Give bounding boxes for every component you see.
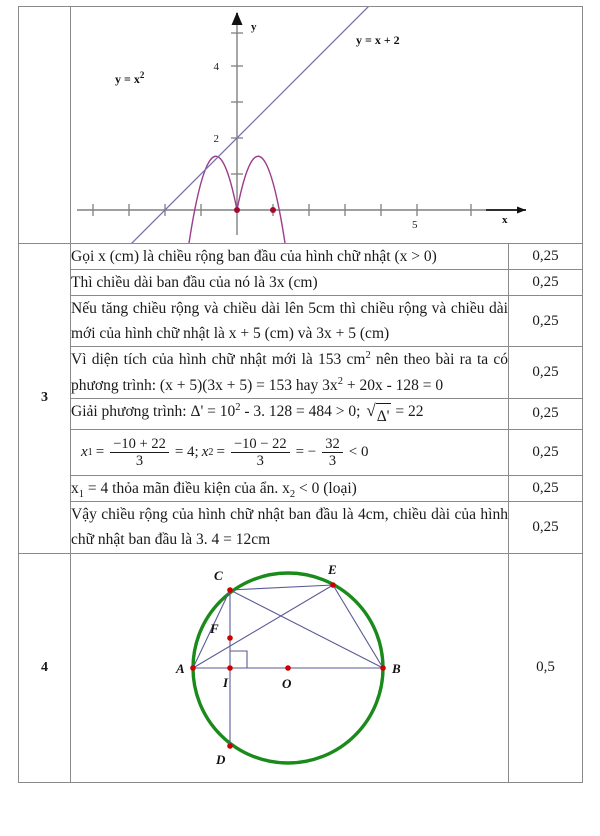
answer-7-part1: x xyxy=(71,480,79,498)
point-E xyxy=(330,582,336,588)
geometry-cell xyxy=(71,553,509,782)
label-F: F xyxy=(209,620,219,636)
circle-geometry-figure xyxy=(71,554,508,782)
answer-4-part3: + 20x - 128 = 0 xyxy=(342,376,444,394)
answer-text-4 xyxy=(71,347,509,398)
fraction-1-denominator: 3 xyxy=(135,453,144,469)
question-number-4: 4 xyxy=(19,553,71,782)
answer-text-5 xyxy=(71,398,509,429)
answer-text-2: Thì chiều dài ban đầu của nó là 3x (cm) xyxy=(71,270,509,296)
point-D xyxy=(227,743,233,749)
answer-7-part2: = 4 thỏa mãn điều kiện của ẩn. x xyxy=(84,480,290,498)
equals-1: = xyxy=(95,444,105,460)
point-B xyxy=(380,665,386,671)
parabola-label: $y = x^2$ xyxy=(115,70,145,86)
score-4: 0,25 xyxy=(509,347,583,398)
equals-4: = − xyxy=(295,444,317,460)
segment-CE xyxy=(230,585,333,590)
y-axis-label: y xyxy=(251,21,257,33)
answer-4-part2: nên theo bài ra ta có phương trình: (x + 5)(3x + 5) = 153 hay 3x xyxy=(71,351,508,394)
point-F xyxy=(227,635,233,641)
label-D: D xyxy=(215,751,225,767)
x1-var: x xyxy=(81,444,88,460)
equals-2: = 4; xyxy=(174,444,199,460)
answer-5-part3: = 22 xyxy=(391,402,424,420)
point-C xyxy=(227,587,233,593)
fraction-3-denominator: 3 xyxy=(328,453,337,469)
answer-7-sub1: 1 xyxy=(78,489,85,501)
table-row-8 xyxy=(19,502,583,553)
score-8: 0,25 xyxy=(509,502,583,553)
point-O xyxy=(285,665,291,671)
answer-text-8: Vậy chiều rộng của hình chữ nhật ban đầu là 4cm, chiều dài của hình chữ nhật ban đầu là 3. 4 = 12cm xyxy=(71,502,509,553)
table-row-6-formula xyxy=(19,429,583,475)
table-row-7 xyxy=(19,476,583,502)
fraction-3-numerator: 32 xyxy=(325,435,340,452)
score-7: 0,25 xyxy=(509,476,583,502)
label-I: I xyxy=(222,674,228,690)
radical-sign: √ xyxy=(366,400,376,420)
y-tick-label-4: 4 xyxy=(213,61,219,73)
score-question-4: 0,5 xyxy=(509,553,583,782)
answer-4-sup1: 2 xyxy=(365,350,371,362)
label-C: C xyxy=(213,567,223,583)
label-A: A xyxy=(175,660,185,676)
answer-7-sub2: 2 xyxy=(289,489,296,501)
y-tick-label-2: 2 xyxy=(213,133,219,145)
radicand: Δ' xyxy=(376,403,392,429)
function-graph xyxy=(71,7,582,243)
quadratic-roots-formula: x 1 = $\frac{-10 + 22}{3}$ = 4; x 2 = $\frac{-10 - 22}{3}$ = − $\frac{32}{3}$ < 0 xyxy=(81,435,369,469)
answer-4-part1: Vì diện tích của hình chữ nhật mới là 153 cm xyxy=(71,351,366,369)
score-6: 0,25 xyxy=(509,429,583,475)
fraction-2-denominator: 3 xyxy=(256,453,264,469)
table-row-geometry xyxy=(19,553,583,782)
answer-7-part3: < 0 (loại) xyxy=(295,480,357,498)
question-number-3: 3 xyxy=(19,244,71,554)
line-label: y = x + 2 xyxy=(356,33,400,47)
x2-var: x xyxy=(201,444,209,460)
answer-text-3: Nếu tăng chiều rộng và chiều dài lên 5cm thì chiều rộng và chiều dài mới của hình chữ nhật là x + 5 (cm) và 3x + 5 (cm) xyxy=(71,296,509,347)
answer-text-1: Gọi x (cm) là chiều rộng ban đầu của hình chữ nhật (x > 0) xyxy=(71,244,509,270)
table-row-4 xyxy=(19,347,583,398)
answer-key-table xyxy=(18,6,583,783)
equals-3: = xyxy=(216,444,225,460)
fraction-2 xyxy=(231,436,290,469)
sqrt-group xyxy=(366,402,391,429)
x-axis-arrowhead xyxy=(517,207,526,214)
graph-cell xyxy=(71,7,583,244)
fraction-3 xyxy=(322,436,343,469)
table-row-3 xyxy=(19,296,583,347)
table-row-5 xyxy=(19,398,583,429)
label-O: O xyxy=(281,675,291,691)
formula-tail: < 0 xyxy=(348,444,369,460)
x-point-1 xyxy=(270,207,276,213)
right-angle-mark xyxy=(230,651,247,668)
answer-5-part1: Giải phương trình: Δ' = 10 xyxy=(71,402,236,420)
origin-point xyxy=(234,207,240,213)
answer-text-7 xyxy=(71,476,509,502)
fraction-1-numerator: −10 + 22 xyxy=(113,435,166,452)
table-row-1 xyxy=(19,244,583,270)
x-tick-label-5: 5 xyxy=(412,219,418,231)
score-5: 0,25 xyxy=(509,398,583,429)
score-2: 0,25 xyxy=(509,270,583,296)
table-row-2 xyxy=(19,270,583,296)
label-B: B xyxy=(391,660,401,676)
answer-5-part2: - 3. 128 = 484 > 0; xyxy=(240,402,365,420)
row-number-blank xyxy=(19,7,71,244)
table-row-graph xyxy=(19,7,583,244)
answer-5-sup: 2 xyxy=(235,401,241,413)
graph-svg xyxy=(71,7,583,243)
fraction-2-numerator: −10 − 22 xyxy=(233,435,287,452)
score-3: 0,25 xyxy=(509,296,583,347)
vertex-group xyxy=(190,582,386,749)
x-axis-label: x xyxy=(502,214,508,226)
score-1: 0,25 xyxy=(509,244,583,270)
label-E: E xyxy=(327,561,337,577)
point-I xyxy=(227,665,233,671)
point-A xyxy=(190,665,196,671)
geometry-svg xyxy=(140,554,440,782)
fraction-1 xyxy=(110,436,169,469)
formula-cell xyxy=(71,429,509,475)
answer-4-sup2: 2 xyxy=(337,375,343,387)
